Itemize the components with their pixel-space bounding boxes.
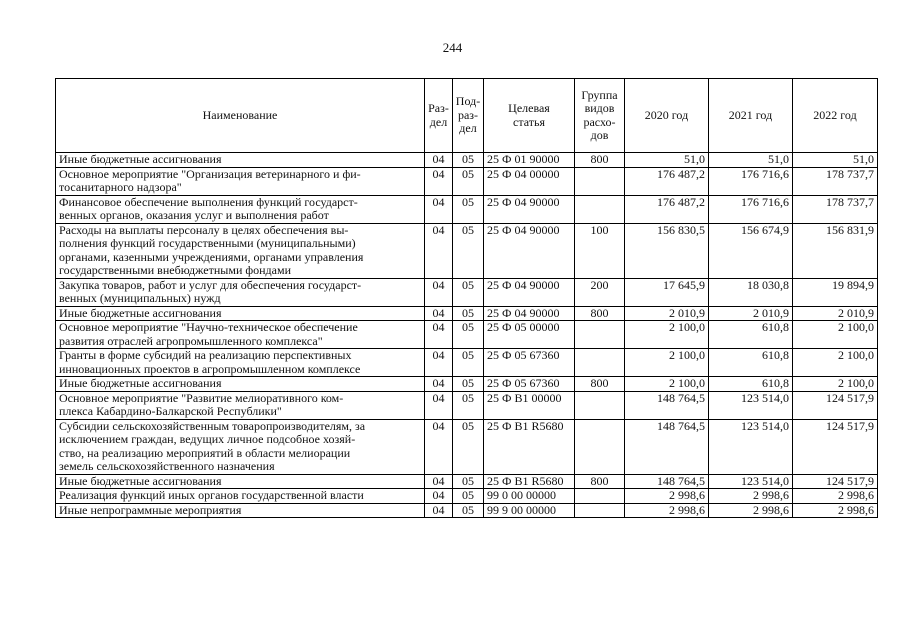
cell-2021: 176 716,6 <box>709 195 793 223</box>
cell-podrazdel: 05 <box>453 349 484 377</box>
cell-2020: 148 764,5 <box>625 419 709 474</box>
cell-2022: 51,0 <box>793 153 878 168</box>
cell-2021: 51,0 <box>709 153 793 168</box>
header-target: Целевая статья <box>484 79 575 153</box>
cell-razdel: 04 <box>425 503 453 518</box>
cell-2021: 610,8 <box>709 349 793 377</box>
cell-group <box>575 349 625 377</box>
table-row <box>56 349 878 377</box>
cell-2021: 610,8 <box>709 321 793 349</box>
cell-podrazdel: 05 <box>453 306 484 321</box>
cell-group: 800 <box>575 377 625 392</box>
cell-2021: 18 030,8 <box>709 278 793 306</box>
cell-2022: 156 831,9 <box>793 223 878 278</box>
cell-2022: 178 737,7 <box>793 167 878 195</box>
cell-razdel: 04 <box>425 223 453 278</box>
cell-2020: 17 645,9 <box>625 278 709 306</box>
cell-target: 25 Ф 04 90000 <box>484 195 575 223</box>
cell-2021: 610,8 <box>709 377 793 392</box>
cell-podrazdel: 05 <box>453 195 484 223</box>
cell-2020: 2 100,0 <box>625 349 709 377</box>
table-row <box>56 474 878 489</box>
cell-target: 25 Ф 01 90000 <box>484 153 575 168</box>
cell-2020: 2 100,0 <box>625 377 709 392</box>
cell-2022: 19 894,9 <box>793 278 878 306</box>
cell-name: Основное мероприятие "Научно-техническое обеспечение развития отраслей агропромышленного комплекса" <box>56 321 425 349</box>
cell-group <box>575 195 625 223</box>
cell-podrazdel: 05 <box>453 474 484 489</box>
cell-group <box>575 503 625 518</box>
cell-2021: 2 998,6 <box>709 503 793 518</box>
cell-2022: 2 010,9 <box>793 306 878 321</box>
cell-group <box>575 167 625 195</box>
table-row <box>56 223 878 278</box>
cell-target: 25 Ф В1 00000 <box>484 391 575 419</box>
cell-podrazdel: 05 <box>453 321 484 349</box>
cell-name: Иные бюджетные ассигнования <box>56 377 425 392</box>
cell-target: 25 Ф 04 00000 <box>484 167 575 195</box>
header-razdel: Раз- дел <box>425 79 453 153</box>
budget-table <box>55 78 878 518</box>
table-row <box>56 306 878 321</box>
cell-2020: 176 487,2 <box>625 167 709 195</box>
cell-2022: 2 998,6 <box>793 489 878 504</box>
cell-2020: 51,0 <box>625 153 709 168</box>
cell-podrazdel: 05 <box>453 391 484 419</box>
cell-razdel: 04 <box>425 306 453 321</box>
table-row <box>56 419 878 474</box>
cell-target: 99 0 00 00000 <box>484 489 575 504</box>
cell-podrazdel: 05 <box>453 167 484 195</box>
table-row <box>56 153 878 168</box>
cell-2020: 156 830,5 <box>625 223 709 278</box>
cell-target: 25 Ф 04 90000 <box>484 223 575 278</box>
cell-razdel: 04 <box>425 349 453 377</box>
table-row <box>56 321 878 349</box>
header-row <box>56 79 878 153</box>
cell-2020: 148 764,5 <box>625 391 709 419</box>
table-row <box>56 503 878 518</box>
cell-2021: 176 716,6 <box>709 167 793 195</box>
cell-name: Иные бюджетные ассигнования <box>56 306 425 321</box>
cell-2020: 2 998,6 <box>625 489 709 504</box>
header-year-2022: 2022 год <box>793 79 878 153</box>
cell-group: 800 <box>575 153 625 168</box>
cell-2020: 176 487,2 <box>625 195 709 223</box>
header-podrazdel: Под- раз- дел <box>453 79 484 153</box>
header-name: Наименование <box>56 79 425 153</box>
cell-target: 25 Ф 05 67360 <box>484 349 575 377</box>
cell-2021: 2 998,6 <box>709 489 793 504</box>
cell-group <box>575 321 625 349</box>
cell-target: 25 Ф В1 R5680 <box>484 419 575 474</box>
cell-2022: 124 517,9 <box>793 391 878 419</box>
cell-name: Закупка товаров, работ и услуг для обеспечения государст- венных (муниципальных) нужд <box>56 278 425 306</box>
cell-podrazdel: 05 <box>453 503 484 518</box>
table-row <box>56 377 878 392</box>
cell-name: Основное мероприятие "Развитие мелиоративного ком- плекса Кабардино-Балкарской Республики" <box>56 391 425 419</box>
table-row <box>56 167 878 195</box>
cell-2022: 2 100,0 <box>793 321 878 349</box>
cell-2020: 2 100,0 <box>625 321 709 349</box>
cell-razdel: 04 <box>425 474 453 489</box>
cell-name: Иные непрограммные мероприятия <box>56 503 425 518</box>
cell-podrazdel: 05 <box>453 377 484 392</box>
cell-2020: 2 998,6 <box>625 503 709 518</box>
header-group: Группа видов расхо- дов <box>575 79 625 153</box>
page-number: 244 <box>442 40 463 55</box>
cell-razdel: 04 <box>425 377 453 392</box>
cell-razdel: 04 <box>425 419 453 474</box>
cell-group <box>575 419 625 474</box>
cell-name: Расходы на выплаты персоналу в целях обеспечения вы- полнения функций государственными (муниципальными) органами, казенными учреждениями, органами управления государственными внебюджетными фондами <box>56 223 425 278</box>
cell-2021: 156 674,9 <box>709 223 793 278</box>
table-row <box>56 489 878 504</box>
cell-razdel: 04 <box>425 321 453 349</box>
cell-group: 800 <box>575 474 625 489</box>
cell-razdel: 04 <box>425 167 453 195</box>
cell-2022: 2 100,0 <box>793 349 878 377</box>
cell-podrazdel: 05 <box>453 223 484 278</box>
cell-2021: 123 514,0 <box>709 419 793 474</box>
cell-razdel: 04 <box>425 195 453 223</box>
cell-name: Субсидии сельскохозяйственным товаропроизводителям, за исключением граждан, ведущих личное подсобное хозяй- ство, на реализацию мероприятий в области мелиорации земель сельскохозяйственного назначения <box>56 419 425 474</box>
cell-2022: 124 517,9 <box>793 474 878 489</box>
cell-2022: 124 517,9 <box>793 419 878 474</box>
table-row <box>56 195 878 223</box>
cell-target: 25 Ф 04 90000 <box>484 278 575 306</box>
cell-2021: 123 514,0 <box>709 391 793 419</box>
table-row <box>56 278 878 306</box>
cell-razdel: 04 <box>425 153 453 168</box>
cell-name: Гранты в форме субсидий на реализацию перспективных инновационных проектов в агропромышленном комплексе <box>56 349 425 377</box>
cell-2022: 178 737,7 <box>793 195 878 223</box>
cell-podrazdel: 05 <box>453 489 484 504</box>
cell-name: Иные бюджетные ассигнования <box>56 153 425 168</box>
cell-razdel: 04 <box>425 489 453 504</box>
cell-name: Основное мероприятие "Организация ветеринарного и фи- тосанитарного надзора" <box>56 167 425 195</box>
cell-target: 25 Ф В1 R5680 <box>484 474 575 489</box>
cell-target: 25 Ф 04 90000 <box>484 306 575 321</box>
cell-2022: 2 100,0 <box>793 377 878 392</box>
cell-podrazdel: 05 <box>453 278 484 306</box>
cell-group <box>575 391 625 419</box>
cell-2021: 2 010,9 <box>709 306 793 321</box>
cell-2021: 123 514,0 <box>709 474 793 489</box>
header-year-2021: 2021 год <box>709 79 793 153</box>
cell-podrazdel: 05 <box>453 153 484 168</box>
cell-razdel: 04 <box>425 278 453 306</box>
table-row <box>56 391 878 419</box>
cell-group <box>575 489 625 504</box>
cell-target: 25 Ф 05 67360 <box>484 377 575 392</box>
cell-group: 200 <box>575 278 625 306</box>
cell-group: 100 <box>575 223 625 278</box>
cell-2020: 2 010,9 <box>625 306 709 321</box>
cell-2022: 2 998,6 <box>793 503 878 518</box>
cell-razdel: 04 <box>425 391 453 419</box>
cell-podrazdel: 05 <box>453 419 484 474</box>
cell-group: 800 <box>575 306 625 321</box>
cell-target: 99 9 00 00000 <box>484 503 575 518</box>
cell-name: Финансовое обеспечение выполнения функций государст- венных органов, оказания услуг и выполнения работ <box>56 195 425 223</box>
cell-2020: 148 764,5 <box>625 474 709 489</box>
cell-name: Иные бюджетные ассигнования <box>56 474 425 489</box>
cell-target: 25 Ф 05 00000 <box>484 321 575 349</box>
cell-name: Реализация функций иных органов государственной власти <box>56 489 425 504</box>
header-year-2020: 2020 год <box>625 79 709 153</box>
